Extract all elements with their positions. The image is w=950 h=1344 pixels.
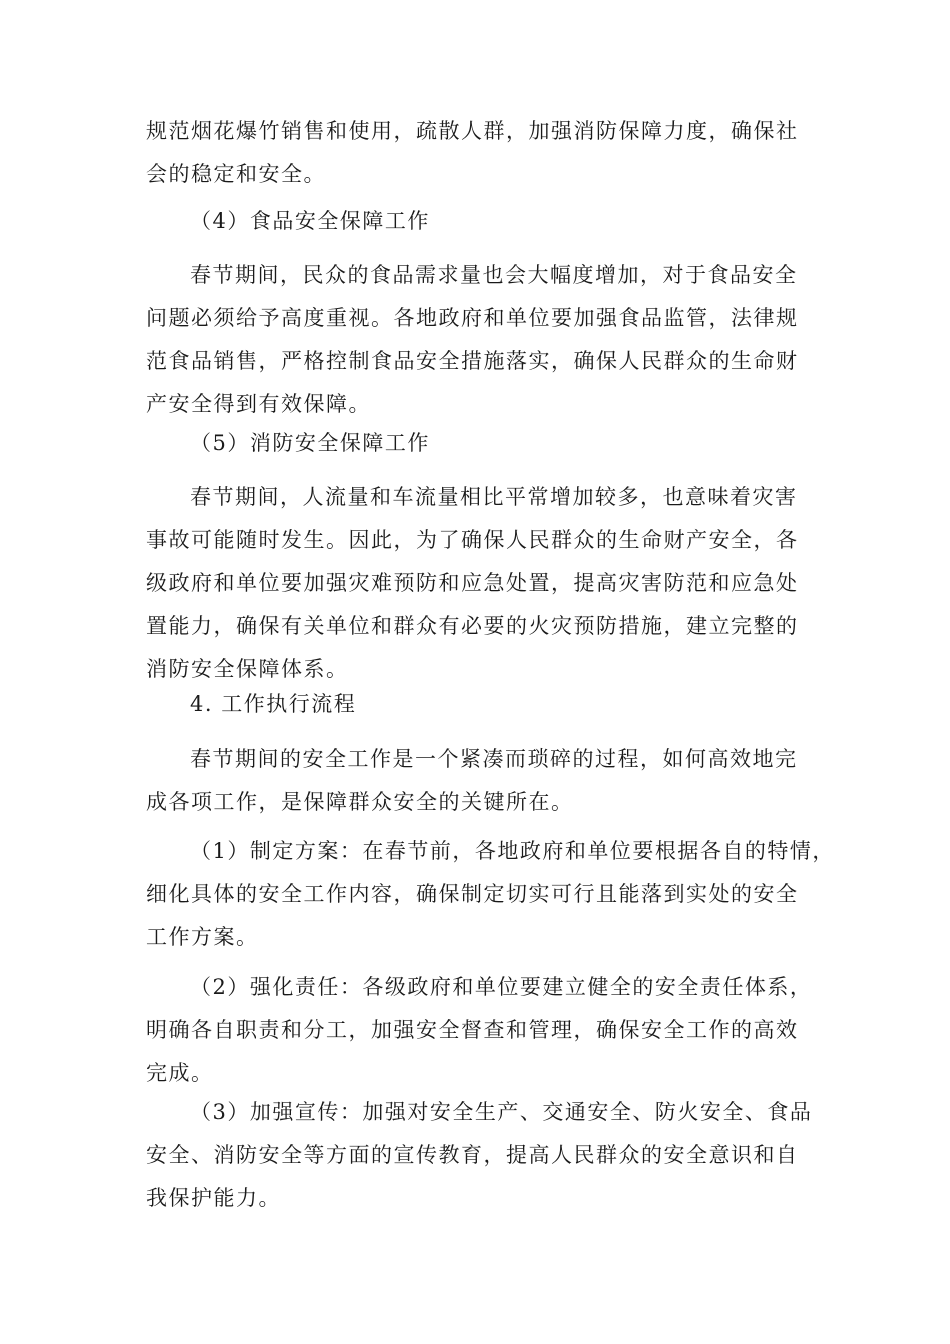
paragraph-workflow-intro — [146, 738, 806, 824]
text-line: 成各项工作，是保障群众安全的关键所在。 — [146, 790, 574, 814]
heading-fire-safety — [146, 422, 806, 465]
heading-food-safety — [146, 200, 806, 243]
heading-text: （4）食品安全保障工作 — [190, 209, 430, 233]
text-line: 级政府和单位要加强灾难预防和应急处置，提高灾害防范和应急处 — [146, 571, 799, 595]
paragraph-food-safety — [146, 254, 806, 426]
paragraph-step-responsibility — [146, 966, 813, 1095]
paragraph-step-plan — [146, 830, 835, 959]
text-line: 事故可能随时发生。因此，为了确保人民群众的生命财产安全，各 — [146, 528, 799, 552]
text-line: 细化具体的安全工作内容，确保制定切实可行且能落到实处的安全 — [146, 882, 799, 906]
text-line: 工作方案。 — [146, 925, 259, 949]
heading-workflow — [146, 683, 806, 726]
text-line: 置能力，确保有关单位和群众有必要的火灾预防措施，建立完整的 — [146, 614, 799, 638]
text-line: 明确各自职责和分工，加强安全督查和管理，确保安全工作的高效 — [146, 1018, 799, 1042]
text-line: 规范烟花爆竹销售和使用，疏散人群，加强消防保障力度，确保社 — [146, 119, 799, 143]
text-line: （2）强化责任：各级政府和单位要建立健全的安全责任体系， — [190, 975, 813, 999]
text-line: （3）加强宣传：加强对安全生产、交通安全、防火安全、食品 — [190, 1100, 813, 1124]
text-line: 春节期间，民众的食品需求量也会大幅度增加，对于食品安全 — [190, 263, 798, 287]
heading-text: （5）消防安全保障工作 — [190, 431, 430, 455]
text-line: 我保护能力。 — [146, 1186, 281, 1210]
paragraph-step-publicity — [146, 1091, 813, 1220]
text-line: 范食品销售，严格控制食品安全措施落实，确保人民群众的生命财 — [146, 349, 799, 373]
paragraph-fire-safety — [146, 476, 806, 691]
text-line: 春节期间的安全工作是一个紧凑而琐碎的过程，如何高效地完 — [190, 747, 798, 771]
text-line: 春节期间，人流量和车流量相比平常增加较多，也意味着灾害 — [190, 485, 798, 509]
text-line: 产安全得到有效保障。 — [146, 392, 371, 416]
heading-text: 4. 工作执行流程 — [190, 692, 357, 716]
paragraph-fireworks-safety — [146, 110, 806, 196]
text-line: 问题必须给予高度重视。各地政府和单位要加强食品监管，法律规 — [146, 306, 799, 330]
text-line: 安全、消防安全等方面的宣传教育，提高人民群众的安全意识和自 — [146, 1143, 799, 1167]
text-line: 完成。 — [146, 1061, 214, 1085]
text-line: 消防安全保障体系。 — [146, 657, 349, 681]
text-line: 会的稳定和安全。 — [146, 162, 326, 186]
text-line: （1）制定方案：在春节前，各地政府和单位要根据各自的特情， — [190, 839, 835, 863]
